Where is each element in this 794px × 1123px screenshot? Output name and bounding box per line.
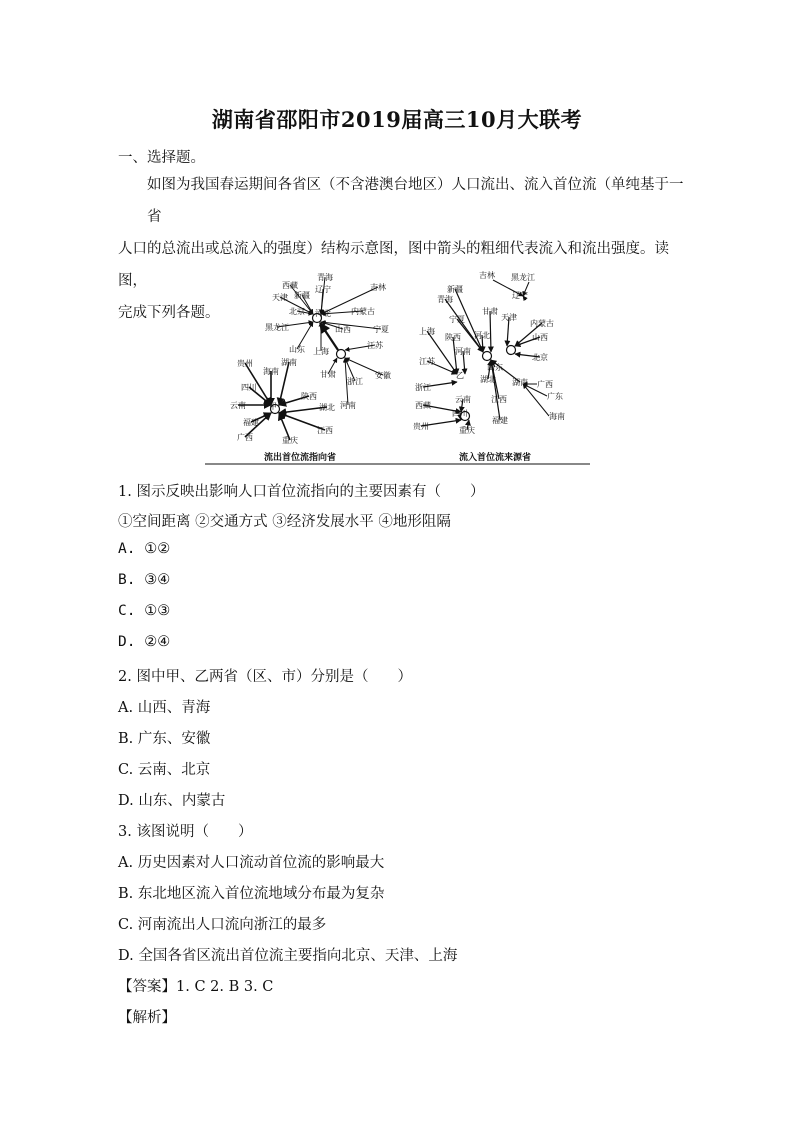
right-node-label: 西藏 [415,401,431,410]
right-node-label: 江苏 [419,357,435,366]
right-node-label: 新疆 [447,285,463,294]
question-1-factors: ①空间距离 ②交通方式 ③经济发展水平 ④地形阻隔 [118,514,451,530]
page-title: 湖南省邵阳市2019届高三10月大联考 [211,107,583,132]
question-2-option-b: B. 广东、安徽 [118,731,211,747]
right-caption: 流入首位流来源省 [458,453,532,463]
left-node-label: 吉林 [370,283,386,292]
right-node-label: 湖南 [512,378,528,387]
right-node-label: 贵州 [413,422,429,431]
right-node-label: 天津 [501,313,517,322]
question-1-option-d: D. ②④ [118,634,171,650]
left-caption: 流出首位流指向省 [263,453,337,463]
left-node-label: 陕西 [301,392,317,401]
node-label-jia: 甲 [269,402,277,411]
left-node-label: 云南 [230,401,246,410]
right-node-label: 湖北 [480,375,496,384]
right-node-label: 重庆 [459,426,475,435]
left-node-label: 重庆 [282,436,298,445]
right-node-label: 宁夏 [449,315,465,324]
right-node-label: 江西 [491,395,507,404]
left-node-label: 青海 [317,273,333,282]
intro-line-2: 人口的总流出或总流入的强度）结构示意图，图中箭头的粗细代表流入和流出强度。读图， [118,241,669,289]
right-flow-arrow [490,311,491,352]
right-node-label: 四川 [452,409,468,418]
right-node-label: 陕西 [445,333,461,342]
intro-line-1: 如图为我国春运期间各省区（不含港澳台地区）人口流出、流入首位流（单纯基于一省 [147,177,684,225]
left-node-label: 北京 [289,307,305,316]
left-node-label: 四川 [241,383,257,392]
question-3-stem: 3. 该图说明（ ） [118,824,253,840]
left-node-label: 上海 [313,347,329,356]
right-node-label: 海南 [549,412,565,421]
question-1-option-c: C. ①③ [118,603,171,619]
question-3-option-c: C. 河南流出人口流向浙江的最多 [118,917,327,933]
left-node-label: 江西 [317,426,333,435]
left-node-label: 浙江 [347,377,363,386]
left-node-label: 新疆 [294,291,310,300]
right-node-label: 广东 [547,392,563,401]
left-node-label: 海南 [263,367,279,376]
analysis-heading: 【解析】 [118,1010,176,1026]
question-2-stem: 2. 图中甲、乙两省（区、市）分别是（ ） [118,669,412,685]
left-node-label: 西藏 [282,281,298,290]
right-node-label: 北京 [532,353,548,362]
section-heading: 一、选择题。 [118,150,205,166]
right-node-label: 山东 [487,363,503,372]
right-node-label: 辽宁 [512,291,528,300]
flow-diagram [205,268,590,468]
left-node-label: 山东 [289,345,305,354]
left-node-label: 广西 [237,433,253,442]
left-node-label: 山西 [335,325,351,334]
left-node-label: 江苏 [367,341,383,350]
left-node-label: 天津 [272,293,288,302]
right-hub-b [507,346,516,355]
left-flow-arrow [321,322,381,329]
answer-line: 【答案】1. C 2. B 3. C [118,979,274,995]
right-node-label: 广西 [537,380,553,389]
question-2-option-a: A. 山西、青海 [118,700,211,716]
question-2-option-c: C. 云南、北京 [118,762,211,778]
right-node-label: 云南 [455,395,471,404]
question-1-option-b: B. ③④ [118,572,171,588]
left-node-label: 甘肃 [320,370,336,379]
right-node-label: 甘肃 [482,307,498,316]
right-node-label: 内蒙古 [530,319,554,328]
left-node-label: 内蒙古 [351,307,375,316]
left-node-label: 湖北 [319,403,335,412]
right-node-label: 河南 [455,347,471,356]
left-hub-shanghai [337,350,346,359]
question-2-option-d: D. 山东、内蒙古 [118,793,226,809]
question-3-option-d: D. 全国各省区流出首位流主要指向北京、天津、上海 [118,948,458,964]
right-node-label: 河北 [474,331,490,340]
left-node-label: 湖南 [281,358,297,367]
question-1-stem: 1. 图示反映出影响人口首位流指向的主要因素有（ ） [118,484,485,500]
left-node-label: 黑龙江 [265,323,289,332]
node-label-yi: 乙 [456,371,464,380]
question-3-option-b: B. 东北地区流入首位流地域分布最为复杂 [118,886,385,902]
intro-line-3: 完成下列各题。 [118,305,220,321]
right-node-label: 福建 [492,416,508,425]
right-node-label: 黑龙江 [511,273,535,282]
question-1-option-a: A. ①② [118,541,171,557]
left-node-label: 福建 [243,418,259,427]
question-3-option-a: A. 历史因素对人口流动首位流的影响最大 [118,855,385,871]
left-node-label: 宁夏 [373,325,389,334]
left-flow-arrow [279,362,289,405]
left-node-label: 安徽 [375,371,391,380]
right-hub-a [483,352,492,361]
left-node-label: 辽宁 [315,285,331,294]
right-node-label: 上海 [419,327,435,336]
left-node-label: 贵州 [237,359,253,368]
left-node-label: 河南 [340,401,356,410]
left-node-label: 河北 [315,309,331,318]
right-node-label: 吉林 [479,271,495,280]
right-node-label: 浙江 [415,383,431,392]
population-flow-figure [205,268,590,468]
right-node-label: 山西 [532,333,548,342]
right-node-label: 青海 [437,295,453,304]
